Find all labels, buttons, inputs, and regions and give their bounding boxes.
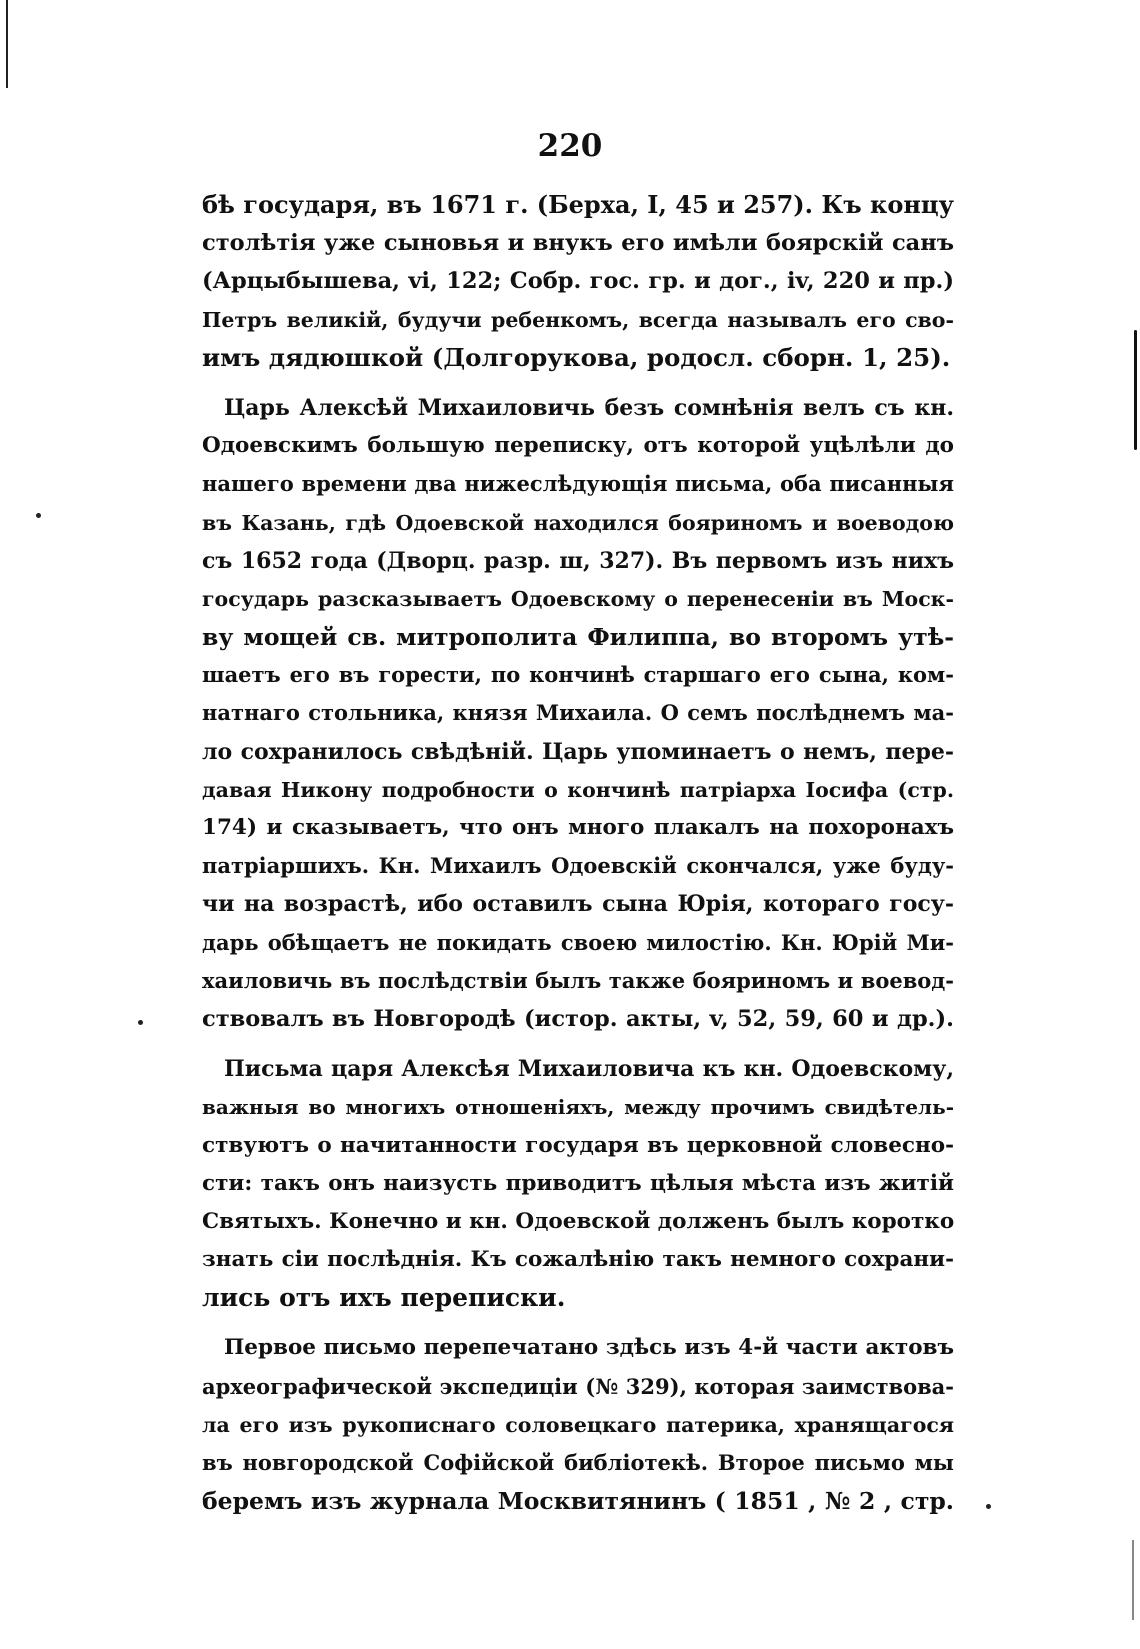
text-line: имъ дядюшкой (Долгорукова, родосл. сборн. 1, 25). — [202, 342, 951, 372]
body-text — [202, 186, 954, 1520]
text-line: ствовалъ въ Новгородѣ (истор. акты, v, 52, 59, 60 и др.). — [202, 1005, 954, 1032]
text-line: 174) и сказываетъ, что онъ много плакалъ на похоронахъ — [202, 815, 954, 840]
text-line: патріаршихъ. Кн. Михаилъ Одоевскій скончался, уже буду- — [202, 853, 954, 879]
text-line: лись отъ ихъ переписки. — [202, 1283, 566, 1313]
page-edge-right-lower — [1132, 1540, 1134, 1620]
text-line: сти: такъ онъ наизусть приводитъ цѣлыя мѣста изъ житій — [202, 1170, 954, 1196]
text-line: съ 1652 года (Дворц. разр. ш, 327). Въ первомъ изъ нихъ — [202, 547, 954, 574]
text-line: чи на возрастѣ, ибо оставилъ сына Юрія, котораго госу- — [202, 891, 954, 918]
ink-speck — [36, 513, 41, 518]
text-line: ла его изъ рукописнаго соловецкаго патерика, хранящагося — [202, 1412, 954, 1437]
text-line: Царь Алексѣй Михаиловичь безъ сомнѣнія велъ съ кн. — [224, 394, 954, 421]
text-line: въ новгородской Софійской библіотекѣ. Второе письмо мы — [202, 1450, 954, 1475]
text-line: дарь обѣщаетъ не покидать своею милостію. Кн. Юрій Ми- — [202, 929, 954, 955]
page-number: 220 — [537, 128, 603, 164]
text-line: давая Никону подробности о кончинѣ патріарха Іосифа (стр. — [202, 777, 954, 802]
ink-speck — [986, 1504, 991, 1509]
text-line: столѣтія уже сыновья и внукъ его имѣли боярскій санъ — [202, 230, 954, 257]
ink-speck — [138, 1020, 143, 1025]
text-line: шаетъ его въ горести, по кончинѣ старшаго его сына, ком- — [202, 662, 954, 688]
text-line: натнаго стольника, князя Михаила. О семъ послѣднемъ ма- — [202, 700, 954, 726]
text-line: бѣ государя, въ 1671 г. (Берха, I, 45 и 257). Къ концу — [202, 190, 954, 219]
text-line: нашего времени два нижеслѣдующія письма, оба писанныя — [202, 471, 954, 497]
text-line: ву мощей св. митрополита Филиппа, во второмъ утѣ- — [202, 623, 954, 652]
text-line: беремъ изъ журнала Москвитянинъ ( 1851 , № 2 , стр. — [202, 1487, 954, 1516]
text-line: ствуютъ о начитанности государя въ церковной словесно- — [202, 1132, 954, 1158]
text-line: Одоевскимъ большую переписку, отъ которой уцѣлѣли до — [202, 433, 954, 459]
text-line: Святыхъ. Конечно и кн. Одоевской долженъ былъ коротко — [202, 1208, 954, 1234]
page-edge-right — [1134, 330, 1137, 450]
page-edge-left — [6, 0, 8, 88]
text-line: знать сіи послѣднія. Къ сожалѣнію такъ немного сохрани- — [202, 1247, 954, 1273]
text-line: Первое письмо перепечатано здѣсь изъ 4-й части актовъ — [224, 1335, 954, 1361]
text-line: государь разсказываетъ Одоевскому о перенесеніи въ Моск- — [202, 586, 954, 611]
text-line: (Арцыбышева, vi, 122; Собр. гос. гр. и дог., iv, 220 и пр.) — [202, 268, 954, 295]
text-line: хаиловичь въ послѣдствіи былъ также бояриномъ и воевод- — [202, 967, 954, 993]
text-line: въ Казань, гдѣ Одоевской находился бояриномъ и воеводою — [202, 510, 954, 535]
text-line: ло сохранилось свѣдѣній. Царь упоминаетъ о немъ, пере- — [202, 738, 954, 765]
text-line: Петръ великій, будучи ребенкомъ, всегда называлъ его сво- — [202, 307, 954, 332]
text-line: важныя во многихъ отношеніяхъ, между прочимъ свидѣтель- — [202, 1095, 954, 1120]
text-line: Письма царя Алексѣя Михаиловича къ кн. Одоевскому, — [224, 1056, 954, 1083]
text-line: археографической экспедиціи (№ 329), которая заимствова- — [202, 1373, 954, 1399]
